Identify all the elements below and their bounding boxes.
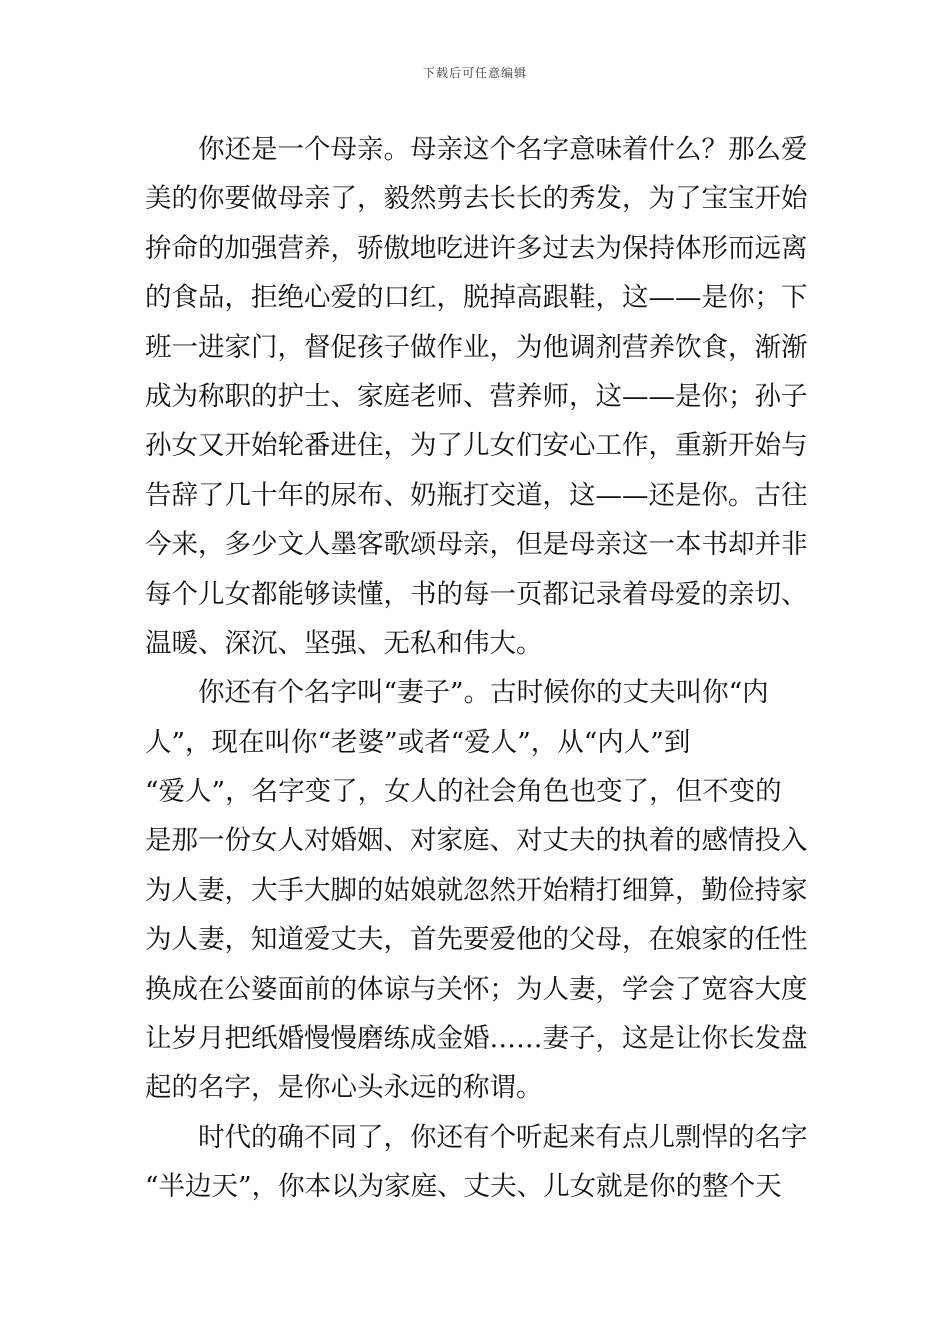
text-line: 孙女又开始轮番进住，为了儿女们安心工作，重新开始与 [145,430,808,462]
page-header: 下载后可任意编辑 [422,66,527,80]
text-line: 你还是一个母亲。母亲这个名字意味着什么？那么爱 [198,134,808,165]
text-line: 为人妻，知道爱丈夫，首先要爱他的父母，在娘家的任性 [145,924,808,956]
text-line: 你还有个名字叫“妻子”。古时候你的丈夫叫你“内 [198,677,769,709]
text-line: 今来，多少文人墨客歌颂母亲，但是母亲这一本书却并非 [145,529,808,561]
text-line: 班一进家门，督促孩子做作业，为他调剂营养饮食，渐渐 [145,331,808,363]
text-line: 为人妻，大手大脚的姑娘就忽然开始精打细算，勤俭持家 [145,874,808,906]
text-line: 成为称职的护士、家庭老师、营养师，这——是你；孙子 [145,380,808,412]
text-line: 是那一份女人对婚姻、对家庭、对丈夫的执着的感情投入 [145,825,808,857]
text-line: 的食品，拒绝心爱的口红，脱掉高跟鞋，这——是你；下 [145,282,808,314]
text-line: 人”，现在叫你“老婆”或者“爱人”，从“内人”到 [145,726,691,758]
text-line: “半边天”，你本以为家庭、丈夫、儿女就是你的整个天 [145,1171,782,1203]
text-line: 美的你要做母亲了，毅然剪去长长的秀发，为了宝宝开始 [145,183,808,215]
text-line: 拚命的加强营养，骄傲地吃进许多过去为保持体形而远离 [145,232,808,264]
text-line: 让岁月把纸婚慢慢磨练成金婚……妻子，这是让你长发盘 [145,1023,808,1055]
body-text [145,125,810,1212]
text-line: 每个儿女都能够读懂，书的每一页都记录着母爱的亲切、 [145,578,808,610]
text-line: 换成在公婆面前的体谅与关怀；为人妻，学会了宽容大度 [145,973,808,1005]
text-line: 起的名字，是你心头永远的称谓。 [145,1072,543,1104]
text-line: 时代的确不同了，你还有个听起来有点儿剽悍的名字 [198,1121,808,1153]
text-line: 温暖、深沉、坚强、无私和伟大。 [145,627,543,659]
text-line: “爱人”，名字变了，女人的社会角色也变了，但不变的 [145,776,782,808]
text-line: 告辞了几十年的尿布、奶瓶打交道，这——还是你。古往 [145,479,808,511]
